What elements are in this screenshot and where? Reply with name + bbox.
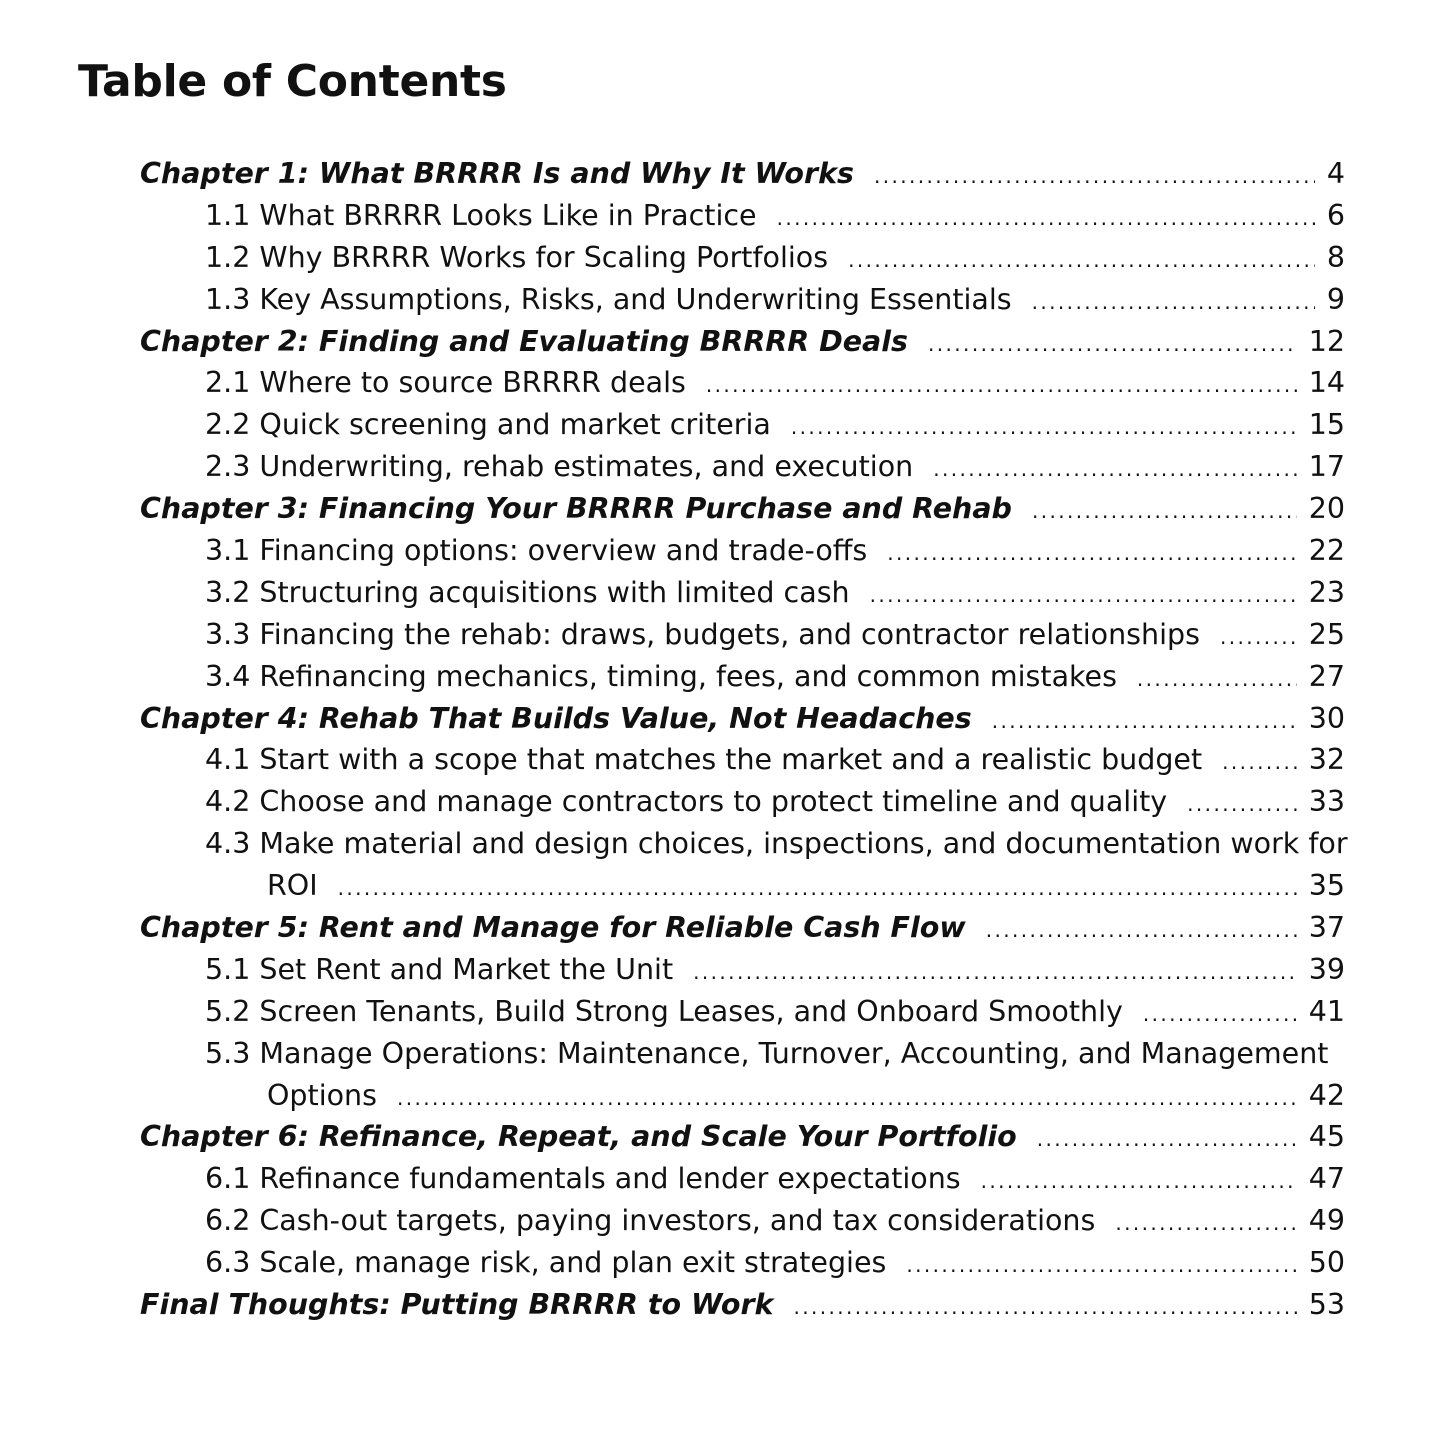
toc-page-number: 17 xyxy=(1308,450,1345,484)
dot-leader xyxy=(1032,282,1315,324)
dot-leader xyxy=(928,324,1297,366)
toc-entry-line xyxy=(0,907,1345,949)
toc-chapter-entry[interactable] xyxy=(0,1116,1445,1158)
toc-page-number: 20 xyxy=(1308,492,1345,526)
toc-chapter-entry[interactable] xyxy=(0,153,1445,195)
toc-entry-title-continuation: ROI xyxy=(267,869,318,903)
page-title: Table of Contents xyxy=(78,56,507,107)
toc-entry-title: 3.3 Financing the rehab: draws, budgets, and contractor relationships xyxy=(205,617,1200,651)
toc-entry-title: 1.2 Why BRRRR Works for Scaling Portfolios xyxy=(205,240,829,274)
dot-leader xyxy=(777,198,1315,240)
toc-entry-line xyxy=(0,572,1345,614)
toc-entry-line xyxy=(0,1158,1345,1200)
toc-entry-line xyxy=(0,1284,1345,1326)
toc-page-number: 22 xyxy=(1308,534,1345,568)
toc-section-entry[interactable] xyxy=(0,362,1445,404)
toc-entry-line xyxy=(0,949,1345,991)
toc-entry-title: Chapter 5: Rent and Manage for Reliable Cash Flow xyxy=(140,911,966,945)
toc-entry-title: 2.2 Quick screening and market criteria xyxy=(205,408,771,442)
toc-section-entry[interactable] xyxy=(0,823,1445,907)
toc-entry-title: 6.3 Scale, manage risk, and plan exit strategies xyxy=(205,1246,887,1280)
dot-leader xyxy=(706,365,1297,407)
toc-chapter-entry[interactable] xyxy=(0,698,1445,740)
toc-entry-line xyxy=(0,488,1345,530)
toc-section-entry[interactable] xyxy=(0,530,1445,572)
dot-leader xyxy=(793,1287,1296,1329)
toc-page-number: 39 xyxy=(1308,952,1345,986)
dot-leader xyxy=(870,575,1297,617)
toc-entry-line xyxy=(0,739,1345,781)
toc-entry-line xyxy=(0,991,1345,1033)
toc-entry-title: Chapter 2: Finding and Evaluating BRRRR Deals xyxy=(140,324,909,358)
toc-section-entry[interactable] xyxy=(0,195,1445,237)
toc-chapter-entry[interactable] xyxy=(0,907,1445,949)
toc-page-number: 14 xyxy=(1308,366,1345,400)
toc-entry-line xyxy=(0,446,1345,488)
toc-section-entry[interactable] xyxy=(0,656,1445,698)
dot-leader xyxy=(986,910,1297,952)
dot-leader xyxy=(693,952,1297,994)
toc-entry-line xyxy=(0,698,1345,740)
toc-entry-line xyxy=(0,656,1345,698)
dot-leader xyxy=(887,533,1296,575)
toc-page-number: 53 xyxy=(1308,1288,1345,1322)
toc-entry-title: 6.1 Refinance fundamentals and lender expectations xyxy=(205,1162,961,1196)
toc-entry-title: Final Thoughts: Putting BRRRR to Work xyxy=(140,1288,774,1322)
toc-entry-line xyxy=(0,153,1345,195)
toc-section-entry[interactable] xyxy=(0,279,1445,321)
toc-section-entry[interactable] xyxy=(0,446,1445,488)
toc-entry-title: 1.3 Key Assumptions, Risks, and Underwriting Essentials xyxy=(205,282,1012,316)
toc-page-number: 49 xyxy=(1308,1204,1345,1238)
toc-entry-line xyxy=(0,865,1345,907)
dot-leader xyxy=(1187,784,1297,826)
toc-section-entry[interactable] xyxy=(0,739,1445,781)
dot-leader xyxy=(791,407,1297,449)
toc-entry-title: 4.2 Choose and manage contractors to protect timeline and quality xyxy=(205,785,1168,819)
dot-leader xyxy=(1220,617,1297,659)
toc-page-number: 33 xyxy=(1308,785,1345,819)
toc-section-entry[interactable] xyxy=(0,1200,1445,1242)
toc-entry-title: 3.2 Structuring acquisitions with limited cash xyxy=(205,575,850,609)
toc-entry-line xyxy=(0,404,1345,446)
toc-entry-line xyxy=(0,1075,1345,1117)
toc-entry-line xyxy=(0,1200,1345,1242)
toc-entry-title: Chapter 1: What BRRRR Is and Why It Works xyxy=(140,157,854,190)
toc-page-number: 4 xyxy=(1326,157,1345,190)
dot-leader xyxy=(874,156,1315,198)
toc-entry-line xyxy=(0,321,1345,363)
toc-entry-title: 5.2 Screen Tenants, Build Strong Leases, and Onboard Smoothly xyxy=(205,994,1123,1028)
toc-page-number: 12 xyxy=(1308,324,1345,358)
toc-section-entry[interactable] xyxy=(0,614,1445,656)
toc-entry-line xyxy=(0,362,1345,404)
toc-page-number: 32 xyxy=(1308,743,1345,777)
toc-chapter-entry[interactable] xyxy=(0,1284,1445,1326)
toc-entry-title: 3.1 Financing options: overview and trade-offs xyxy=(205,534,868,568)
dot-leader xyxy=(1032,491,1297,533)
dot-leader xyxy=(338,868,1297,910)
toc-page-number: 9 xyxy=(1326,282,1345,316)
toc-entry-title: 4.3 Make material and design choices, inspections, and documentation work for xyxy=(205,827,1348,861)
dot-leader xyxy=(848,240,1315,282)
toc-page-number: 37 xyxy=(1308,911,1345,945)
toc-section-entry[interactable] xyxy=(0,781,1445,823)
dot-leader xyxy=(1037,1119,1297,1161)
toc-entry-title: 3.4 Refinancing mechanics, timing, fees, and common mistakes xyxy=(205,659,1117,693)
toc-page-number: 15 xyxy=(1308,408,1345,442)
toc-page-number: 50 xyxy=(1308,1246,1345,1280)
toc-entry-line xyxy=(0,781,1345,823)
toc-section-entry[interactable] xyxy=(0,949,1445,991)
toc-chapter-entry[interactable] xyxy=(0,321,1445,363)
dot-leader xyxy=(906,1245,1296,1287)
toc-entry-title: 4.1 Start with a scope that matches the market and a realistic budget xyxy=(205,743,1203,777)
toc-entry-title: 2.3 Underwriting, rehab estimates, and execution xyxy=(205,450,914,484)
dot-leader xyxy=(1115,1203,1296,1245)
table-of-contents xyxy=(0,153,1445,1326)
toc-entry-title-continuation: Options xyxy=(267,1078,377,1112)
toc-section-entry[interactable] xyxy=(0,237,1445,279)
toc-entry-line xyxy=(0,1242,1345,1284)
dot-leader xyxy=(992,701,1297,743)
toc-page-number: 6 xyxy=(1326,198,1345,232)
toc-section-entry[interactable] xyxy=(0,991,1445,1033)
toc-section-entry[interactable] xyxy=(0,1242,1445,1284)
toc-entry-line xyxy=(0,614,1345,656)
toc-entry-title: 5.3 Manage Operations: Maintenance, Turnover, Accounting, and Management xyxy=(205,1036,1329,1070)
toc-entry-title: 5.1 Set Rent and Market the Unit xyxy=(205,952,674,986)
toc-section-entry[interactable] xyxy=(0,572,1445,614)
dot-leader xyxy=(397,1078,1297,1120)
dot-leader xyxy=(1143,994,1297,1036)
toc-page-number: 45 xyxy=(1308,1120,1345,1154)
toc-page-number: 30 xyxy=(1308,701,1345,735)
toc-page-number: 23 xyxy=(1308,575,1345,609)
toc-section-entry[interactable] xyxy=(0,1033,1445,1117)
toc-entry-line xyxy=(0,195,1345,237)
toc-page-number: 35 xyxy=(1308,869,1345,903)
toc-page-number: 27 xyxy=(1308,659,1345,693)
dot-leader xyxy=(981,1161,1297,1203)
toc-entry-title: Chapter 4: Rehab That Builds Value, Not Headaches xyxy=(140,701,972,735)
dot-leader xyxy=(1222,742,1297,784)
toc-chapter-entry[interactable] xyxy=(0,488,1445,530)
toc-entry-title: Chapter 3: Financing Your BRRRR Purchase and Rehab xyxy=(140,492,1012,526)
toc-section-entry[interactable] xyxy=(0,1158,1445,1200)
toc-entry-title: Chapter 6: Refinance, Repeat, and Scale Your Portfolio xyxy=(140,1120,1017,1154)
toc-entry-title: 2.1 Where to source BRRRR deals xyxy=(205,366,686,400)
toc-page-number: 47 xyxy=(1308,1162,1345,1196)
toc-entry-line xyxy=(0,237,1345,279)
toc-entry-line xyxy=(0,279,1345,321)
toc-entry-line xyxy=(0,1116,1345,1158)
toc-entry-title: 6.2 Cash-out targets, paying investors, and tax considerations xyxy=(205,1204,1096,1238)
dot-leader xyxy=(1137,659,1297,701)
toc-entry-title: 1.1 What BRRRR Looks Like in Practice xyxy=(205,198,757,232)
toc-section-entry[interactable] xyxy=(0,404,1445,446)
toc-page-number: 8 xyxy=(1326,240,1345,274)
toc-page-number: 41 xyxy=(1308,994,1345,1028)
dot-leader xyxy=(933,449,1297,491)
toc-page-number: 42 xyxy=(1308,1078,1345,1112)
toc-entry-line xyxy=(0,530,1345,572)
toc-page-number: 25 xyxy=(1308,617,1345,651)
